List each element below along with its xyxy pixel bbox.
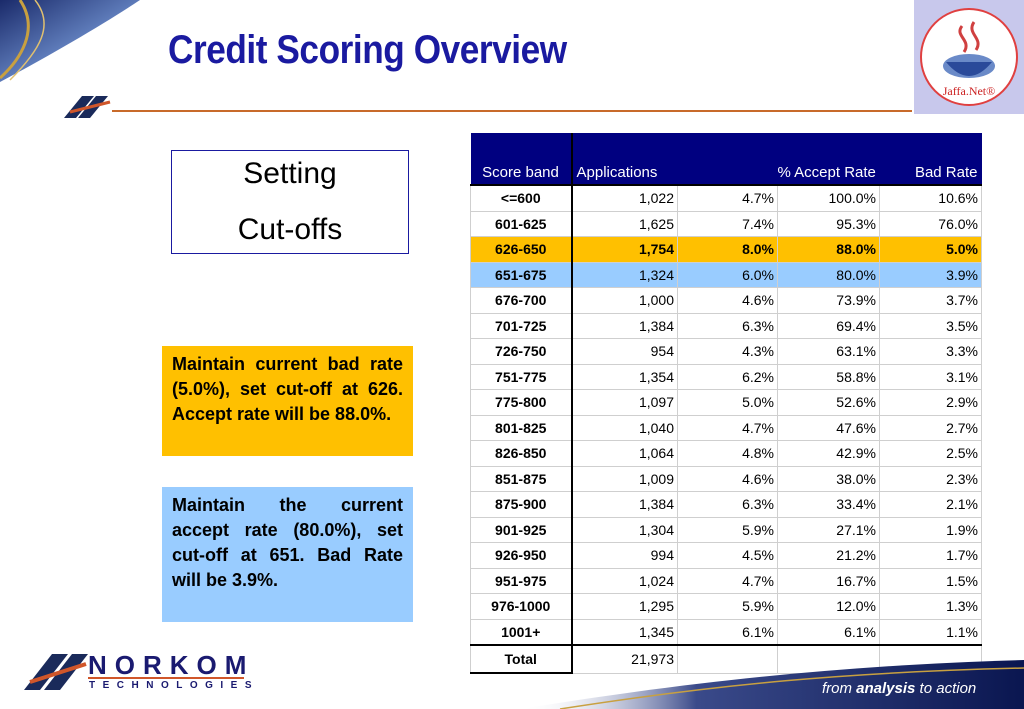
score-band-cell: 775-800 xyxy=(471,390,572,416)
percent-cell: 4.6% xyxy=(678,466,778,492)
setting-label: Setting xyxy=(243,157,337,190)
applications-cell: 1,625 xyxy=(572,211,678,237)
table-row xyxy=(471,466,982,492)
score-band-cell: 976-1000 xyxy=(471,594,572,620)
bad-rate-cell: 2.1% xyxy=(880,492,982,518)
percent-cell: 4.6% xyxy=(678,288,778,314)
header-bad-rate: Bad Rate xyxy=(880,133,982,185)
percent-cell: 6.1% xyxy=(678,619,778,645)
accept-rate-cell: 21.2% xyxy=(778,543,880,569)
table-row xyxy=(471,262,982,288)
applications-cell: 1,022 xyxy=(572,185,678,211)
bad-rate-cell: 3.5% xyxy=(880,313,982,339)
norkom-wordmark: NORKOM xyxy=(88,650,255,680)
applications-cell: 1,345 xyxy=(572,619,678,645)
header-accept-rate: % Accept Rate xyxy=(778,133,880,185)
accept-rate-cell: 100.0% xyxy=(778,185,880,211)
applications-cell: 954 xyxy=(572,339,678,365)
score-band-cell: 926-950 xyxy=(471,543,572,569)
accept-rate-note: Maintain the current accept rate (80.0%), set cut-off at 651. Bad Rate will be 3.9%. xyxy=(162,487,413,622)
total-label: Total xyxy=(471,645,572,673)
table-row xyxy=(471,594,982,620)
table-row xyxy=(471,568,982,594)
accept-rate-cell: 12.0% xyxy=(778,594,880,620)
page-title: Credit Scoring Overview xyxy=(168,28,567,72)
percent-cell: 5.0% xyxy=(678,390,778,416)
footer-tagline xyxy=(822,680,976,697)
bad-rate-cell: 3.1% xyxy=(880,364,982,390)
bad-rate-cell: 2.5% xyxy=(880,441,982,467)
score-band-cell: 751-775 xyxy=(471,364,572,390)
bad-rate-cell: 1.1% xyxy=(880,619,982,645)
accept-rate-cell: 16.7% xyxy=(778,568,880,594)
table-row xyxy=(471,288,982,314)
percent-cell: 6.0% xyxy=(678,262,778,288)
bad-rate-cell: 3.3% xyxy=(880,339,982,365)
table-row xyxy=(471,543,982,569)
applications-cell: 1,384 xyxy=(572,492,678,518)
score-band-cell: 801-825 xyxy=(471,415,572,441)
score-band-cell: 1001+ xyxy=(471,619,572,645)
table-row xyxy=(471,415,982,441)
percent-cell: 4.7% xyxy=(678,185,778,211)
tagline-suffix: to action xyxy=(915,680,977,697)
score-band-cell: 826-850 xyxy=(471,441,572,467)
norkom-mark-icon xyxy=(60,88,120,124)
score-band-cell: 851-875 xyxy=(471,466,572,492)
applications-cell: 1,040 xyxy=(572,415,678,441)
accept-rate-cell: 52.6% xyxy=(778,390,880,416)
score-band-cell: 626-650 xyxy=(471,237,572,263)
accept-rate-cell: 38.0% xyxy=(778,466,880,492)
bad-rate-note: Maintain current bad rate (5.0%), set cut-off at 626. Accept rate will be 88.0%. xyxy=(162,346,413,456)
cutoffs-label: Cut-offs xyxy=(237,213,343,246)
applications-cell: 1,000 xyxy=(572,288,678,314)
applications-cell: 1,324 xyxy=(572,262,678,288)
percent-cell: 7.4% xyxy=(678,211,778,237)
bad-rate-cell: 1.3% xyxy=(880,594,982,620)
applications-cell: 1,384 xyxy=(572,313,678,339)
score-band-table xyxy=(470,133,981,674)
jaffa-logo-text: Jaffa.Net® xyxy=(942,84,996,98)
percent-cell: 6.3% xyxy=(678,492,778,518)
percent-cell: 5.9% xyxy=(678,517,778,543)
percent-cell: 4.7% xyxy=(678,568,778,594)
applications-cell: 1,009 xyxy=(572,466,678,492)
percent-cell: 5.9% xyxy=(678,594,778,620)
bad-rate-cell: 2.7% xyxy=(880,415,982,441)
accept-rate-cell: 27.1% xyxy=(778,517,880,543)
applications-cell: 1,754 xyxy=(572,237,678,263)
accept-rate-cell: 88.0% xyxy=(778,237,880,263)
applications-cell: 1,354 xyxy=(572,364,678,390)
table-row xyxy=(471,339,982,365)
bad-rate-cell: 10.6% xyxy=(880,185,982,211)
bad-rate-cell: 1.7% xyxy=(880,543,982,569)
setting-cutoffs-box xyxy=(171,150,409,254)
percent-cell: 4.7% xyxy=(678,415,778,441)
applications-cell: 1,304 xyxy=(572,517,678,543)
applications-cell: 994 xyxy=(572,543,678,569)
norkom-subtitle: TECHNOLOGIES xyxy=(89,680,260,691)
title-divider xyxy=(112,110,912,112)
applications-cell: 1,024 xyxy=(572,568,678,594)
bad-rate-cell: 5.0% xyxy=(880,237,982,263)
accept-rate-cell: 63.1% xyxy=(778,339,880,365)
table-row xyxy=(471,313,982,339)
table-row xyxy=(471,185,982,211)
bad-rate-cell: 3.7% xyxy=(880,288,982,314)
bad-rate-cell: 76.0% xyxy=(880,211,982,237)
table-row xyxy=(471,619,982,645)
accept-rate-cell: 33.4% xyxy=(778,492,880,518)
applications-cell: 1,295 xyxy=(572,594,678,620)
bad-rate-cell: 3.9% xyxy=(880,262,982,288)
accept-rate-cell: 42.9% xyxy=(778,441,880,467)
table-row xyxy=(471,364,982,390)
accept-rate-cell: 73.9% xyxy=(778,288,880,314)
header-percent xyxy=(678,133,778,185)
accept-rate-cell: 95.3% xyxy=(778,211,880,237)
table-row xyxy=(471,517,982,543)
tagline-prefix: from xyxy=(822,680,857,697)
table-row xyxy=(471,492,982,518)
accept-rate-cell: 80.0% xyxy=(778,262,880,288)
table-row xyxy=(471,441,982,467)
score-band-cell: 676-700 xyxy=(471,288,572,314)
score-band-cell: 601-625 xyxy=(471,211,572,237)
percent-cell: 4.8% xyxy=(678,441,778,467)
header-score-band: Score band xyxy=(471,133,572,185)
accept-rate-cell: 47.6% xyxy=(778,415,880,441)
bad-rate-cell: 2.9% xyxy=(880,390,982,416)
score-band-cell: 951-975 xyxy=(471,568,572,594)
score-band-cell: <=600 xyxy=(471,185,572,211)
tagline-bold: analysis xyxy=(856,680,916,697)
total-applications: 21,973 xyxy=(572,645,678,673)
accept-rate-cell: 6.1% xyxy=(778,619,880,645)
table-row xyxy=(471,211,982,237)
score-band-cell: 875-900 xyxy=(471,492,572,518)
score-band-cell: 701-725 xyxy=(471,313,572,339)
header-applications: Applications xyxy=(572,133,678,185)
percent-cell: 8.0% xyxy=(678,237,778,263)
bad-rate-cell: 1.5% xyxy=(880,568,982,594)
table-row xyxy=(471,237,982,263)
bad-rate-cell: 1.9% xyxy=(880,517,982,543)
percent-cell: 4.5% xyxy=(678,543,778,569)
percent-cell: 6.3% xyxy=(678,313,778,339)
percent-cell: 6.2% xyxy=(678,364,778,390)
applications-cell: 1,064 xyxy=(572,441,678,467)
accept-rate-cell: 58.8% xyxy=(778,364,880,390)
corner-decoration xyxy=(0,0,140,82)
jaffa-logo xyxy=(914,0,1024,114)
accept-rate-cell: 69.4% xyxy=(778,313,880,339)
table-row xyxy=(471,390,982,416)
score-band-cell: 901-925 xyxy=(471,517,572,543)
percent-cell: 4.3% xyxy=(678,339,778,365)
score-band-cell: 726-750 xyxy=(471,339,572,365)
applications-cell: 1,097 xyxy=(572,390,678,416)
bad-rate-cell: 2.3% xyxy=(880,466,982,492)
score-band-cell: 651-675 xyxy=(471,262,572,288)
